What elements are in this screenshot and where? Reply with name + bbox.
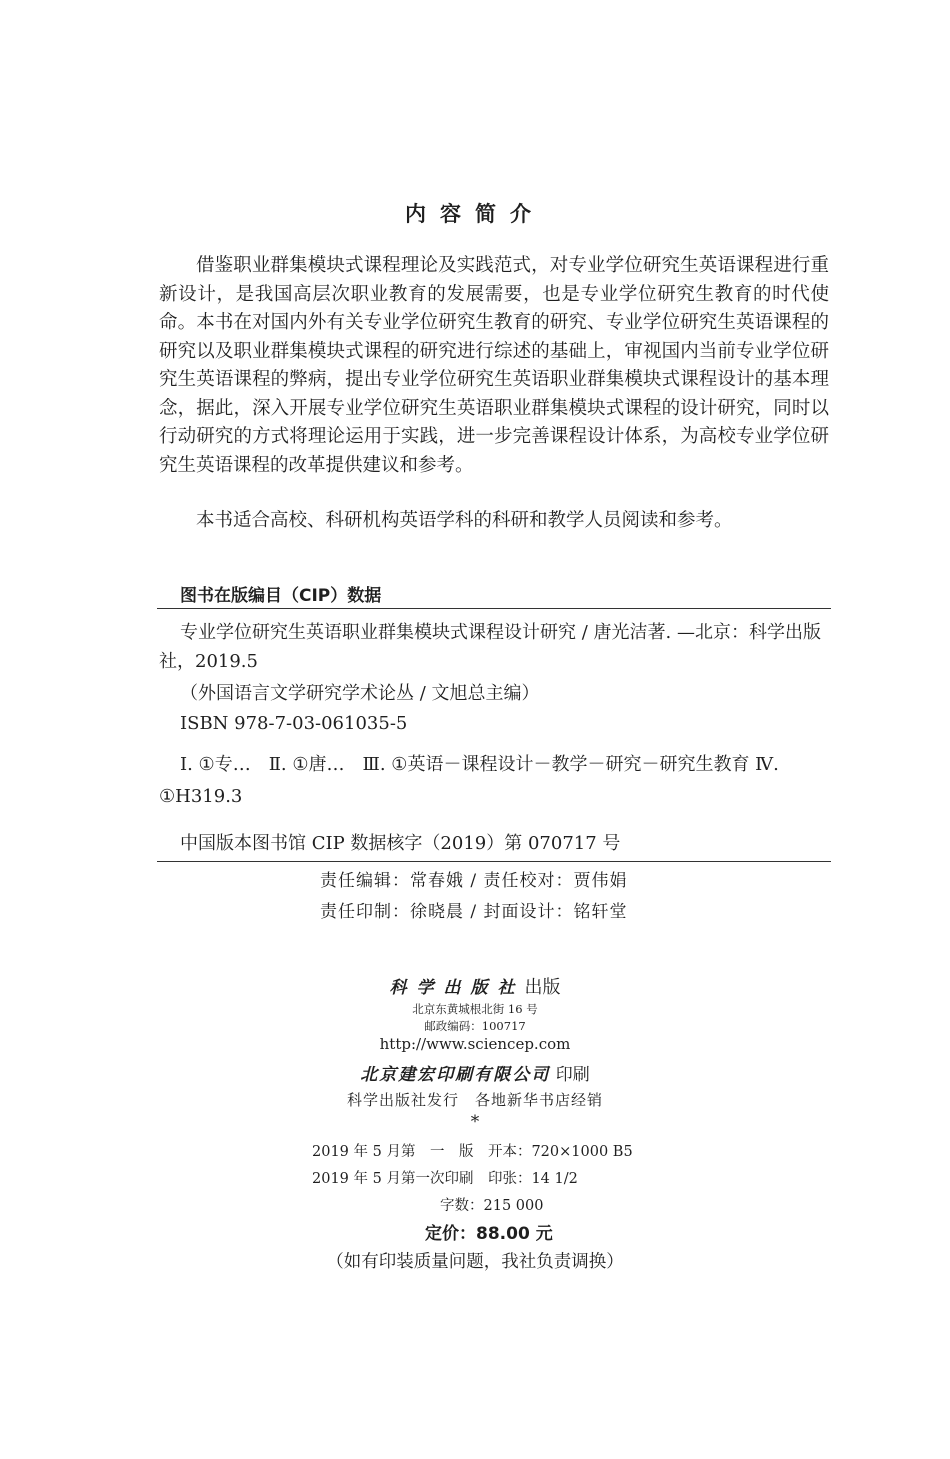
cip-title-line: 专业学位研究生英语职业群集模块式课程设计研究 / 唐光洁著. —北京：科学出版社，2019.5 bbox=[159, 622, 821, 672]
intro-title: 内容简介 bbox=[405, 202, 545, 226]
distribution-line: 科学出版社发行 各地新华书店经销 bbox=[346, 1091, 603, 1109]
word-count: 字数：215 000 bbox=[440, 1198, 544, 1214]
publisher-name: 科学出版社 bbox=[389, 978, 525, 998]
publisher-suffix: 出版 bbox=[524, 977, 561, 998]
intro-paragraph: 本书适合高校、科研机构英语学科的科研和教学人员阅读和参考。 bbox=[196, 510, 733, 531]
staff-production: 责任印制：徐晓晨 / 封面设计：铭轩堂 bbox=[320, 902, 628, 922]
price: 定价：88.00 元 bbox=[425, 1224, 553, 1244]
separator-star: * bbox=[470, 1112, 480, 1132]
publisher-address: 北京东黄城根北街 16 号 bbox=[412, 1002, 538, 1016]
publisher-line bbox=[0, 973, 950, 999]
cip-classification: Ⅰ. ①专… Ⅱ. ①唐… Ⅲ. ①英语－课程设计－教学－研究－研究生教育 Ⅳ. ①H319.3 bbox=[159, 754, 779, 807]
printer-name: 北京建宏印刷有限公司 bbox=[360, 1065, 551, 1085]
publisher-postcode: 邮政编码：100717 bbox=[424, 1019, 526, 1033]
cip-record-number: 中国版本图书馆 CIP 数据核字（2019）第 070717 号 bbox=[180, 833, 621, 854]
quality-notice: （如有印装质量问题，我社负责调换） bbox=[326, 1252, 624, 1272]
publisher-url: http://www.sciencep.com bbox=[379, 1035, 571, 1053]
cip-isbn: ISBN 978-7-03-061035-5 bbox=[180, 713, 408, 734]
printer-line bbox=[0, 1060, 950, 1085]
printer-suffix: 印刷 bbox=[550, 1065, 590, 1085]
cip-heading: 图书在版编目（CIP）数据 bbox=[180, 586, 382, 606]
edition-line: 2019 年 5 月第 一 版 开本：720×1000 B5 bbox=[312, 1144, 633, 1160]
staff-editors: 责任编辑：常春娥 / 责任校对：贾伟娟 bbox=[320, 871, 628, 891]
cip-bottom-rule bbox=[157, 861, 831, 862]
intro-paragraph: 借鉴职业群集模块式课程理论及实践范式，对专业学位研究生英语课程进行重新设计，是我国高层次职业教育的发展需要，也是专业学位研究生教育的时代使命。本书在对国内外有关专业学位研究生教育的研究、专业学位研究生英语课程的研究以及职业群集模块式课程的研究进行综述的基础上，审视国内当前专业学位研究生英语课程的弊病，提出专业学位研究生英语职业群集模块式课程设计的基本理念，据此，深入开展专业学位研究生英语职业群集模块式课程的设计研究，同时以行动研究的方式将理论运用于实践，进一步完善课程设计体系，为高校专业学位研究生英语课程的改革提供建议和参考。 bbox=[159, 255, 829, 476]
cip-series: （外国语言文学研究学术论丛 / 文旭总主编） bbox=[180, 683, 540, 704]
printing-line: 2019 年 5 月第一次印刷 印张：14 1/2 bbox=[312, 1171, 578, 1187]
cip-top-rule bbox=[157, 608, 831, 609]
